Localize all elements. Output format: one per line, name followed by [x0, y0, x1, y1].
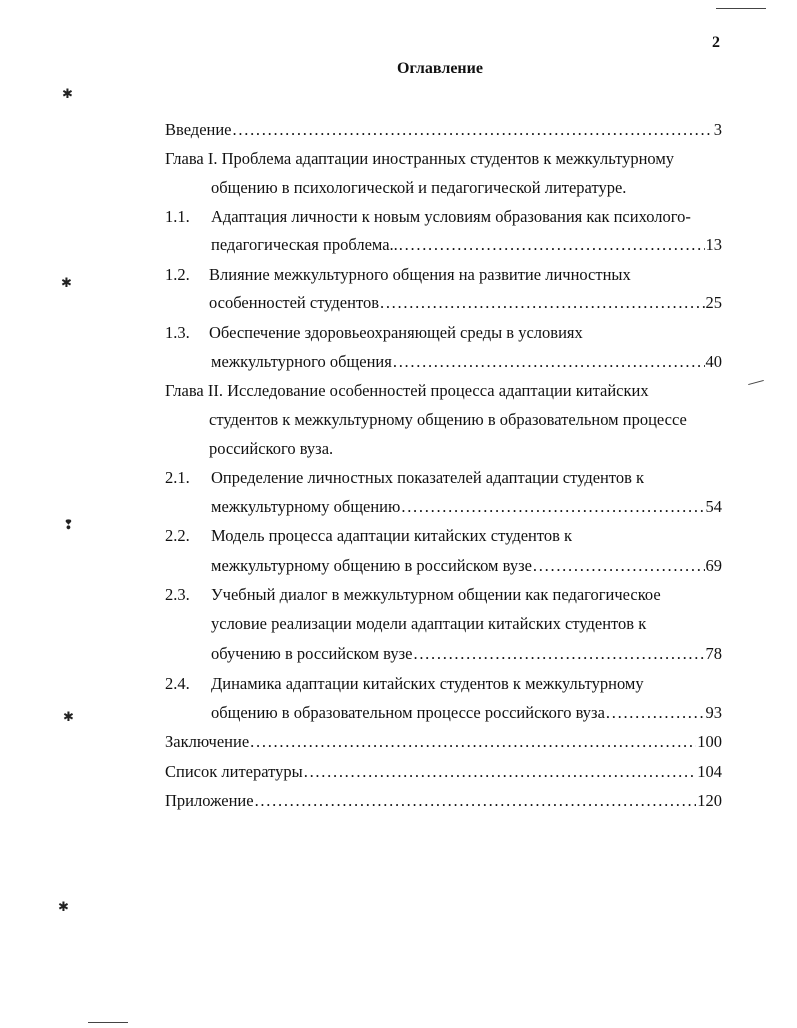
- toc-section-number: 2.4.: [165, 674, 190, 693]
- toc-section-2-1-line2[interactable]: [211, 497, 722, 517]
- toc-section-2-3-line2[interactable]: условие реализации модели адаптации китайских студентов к: [211, 614, 647, 633]
- toc-entry-page: 54: [705, 497, 722, 516]
- toc-entry-text: межкультурному общению в российском вузе: [211, 556, 532, 575]
- dot-leader: [304, 762, 697, 782]
- toc-section-1-2-line1[interactable]: Влияние межкультурного общения на развитие личностных: [209, 265, 631, 284]
- toc-entry-page: 78: [705, 644, 722, 663]
- toc-chapter-1-line2[interactable]: общению в психологической и педагогической литературе.: [211, 178, 627, 197]
- toc-chapter-2-line2[interactable]: студентов к межкультурному общению в образовательном процессе: [209, 410, 687, 429]
- toc-entry-text: межкультурному общению: [211, 497, 401, 516]
- toc-section-1-3-line1[interactable]: Обеспечение здоровьеохраняющей среды в условиях: [209, 323, 583, 342]
- binding-hole-mark: ✱: [63, 709, 74, 724]
- dot-leader: [606, 703, 705, 723]
- dot-leader: [393, 352, 705, 372]
- dot-leader: [533, 556, 705, 576]
- toc-entry-page: 69: [705, 556, 722, 575]
- toc-section-2-3-line3[interactable]: [211, 644, 722, 664]
- dot-leader: [255, 791, 697, 811]
- dot-leader: [413, 644, 704, 664]
- binding-hole-mark: ❢: [63, 517, 74, 532]
- toc-section-number: 2.1.: [165, 468, 190, 487]
- toc-section-number: 1.2.: [165, 265, 190, 284]
- toc-chapter-2-line3[interactable]: российского вуза.: [209, 439, 334, 458]
- page-title: Оглавление: [397, 60, 483, 77]
- toc-section-number: 1.3.: [165, 323, 190, 342]
- toc-entry-text: педагогическая проблема..: [211, 235, 398, 254]
- toc-section-2-1-line1[interactable]: Определение личностных показателей адаптации студентов к: [211, 468, 645, 487]
- toc-section-1-1-line2[interactable]: [211, 235, 722, 255]
- toc-entry-page: 104: [697, 762, 722, 781]
- scan-line-bottom: [88, 1022, 128, 1023]
- toc-entry-appendix[interactable]: [165, 791, 722, 811]
- toc-section-number: 2.2.: [165, 526, 190, 545]
- scan-mark-right: [748, 380, 764, 385]
- dot-leader: [380, 293, 705, 313]
- toc-section-1-2-line2[interactable]: [209, 293, 722, 313]
- toc-entry-text: Список литературы: [165, 762, 303, 781]
- toc-entry-text: обучению в российском вузе: [211, 644, 413, 663]
- toc-section-number: 1.1.: [165, 207, 190, 226]
- toc-entry-intro[interactable]: [165, 120, 722, 140]
- toc-entry-text: Приложение: [165, 791, 254, 810]
- toc-section-1-1-line1[interactable]: Адаптация личности к новым условиям образования как психолого-: [211, 207, 691, 226]
- toc-entry-page: 93: [705, 703, 722, 722]
- toc-entry-page: 40: [705, 352, 722, 371]
- toc-chapter-1-line1[interactable]: Глава I. Проблема адаптации иностранных студентов к межкультурному: [165, 149, 675, 168]
- toc-entry-page: 25: [705, 293, 722, 312]
- scan-line-top: [716, 8, 766, 9]
- toc-section-number: 2.3.: [165, 585, 190, 604]
- binding-hole-mark: ✱: [58, 899, 69, 914]
- toc-entry-references[interactable]: [165, 762, 722, 782]
- binding-hole-mark: ✱: [62, 86, 73, 101]
- toc-entry-page: 120: [697, 791, 722, 810]
- toc-section-2-3-line1[interactable]: Учебный диалог в межкультурном общении как педагогическое: [211, 585, 661, 604]
- dot-leader: [233, 120, 713, 140]
- page-number: 2: [712, 34, 720, 51]
- toc-entry-page: 100: [697, 732, 722, 751]
- toc-entry-page: 13: [705, 235, 722, 254]
- toc-entry-text: Введение: [165, 120, 232, 139]
- toc-entry-conclusion[interactable]: [165, 732, 722, 752]
- dot-leader: [401, 497, 704, 517]
- toc-section-1-3-line2[interactable]: [211, 352, 722, 372]
- toc-section-2-2-line2[interactable]: [211, 556, 722, 576]
- binding-hole-mark: ✱: [61, 275, 72, 290]
- toc-section-2-4-line2[interactable]: [211, 703, 722, 723]
- toc-entry-text: общению в образовательном процессе российского вуза: [211, 703, 605, 722]
- dot-leader: [250, 732, 696, 752]
- toc-entry-text: межкультурного общения: [211, 352, 392, 371]
- dot-leader: [399, 235, 705, 255]
- toc-entry-text: Заключение: [165, 732, 250, 751]
- toc-section-2-4-line1[interactable]: Динамика адаптации китайских студентов к межкультурному: [211, 674, 644, 693]
- toc-entry-page: 3: [713, 120, 722, 139]
- toc-section-2-2-line1[interactable]: Модель процесса адаптации китайских студентов к: [211, 526, 573, 545]
- toc-chapter-2-line1[interactable]: Глава II. Исследование особенностей процесса адаптации китайских: [165, 381, 649, 400]
- toc-entry-text: особенностей студентов: [209, 293, 379, 312]
